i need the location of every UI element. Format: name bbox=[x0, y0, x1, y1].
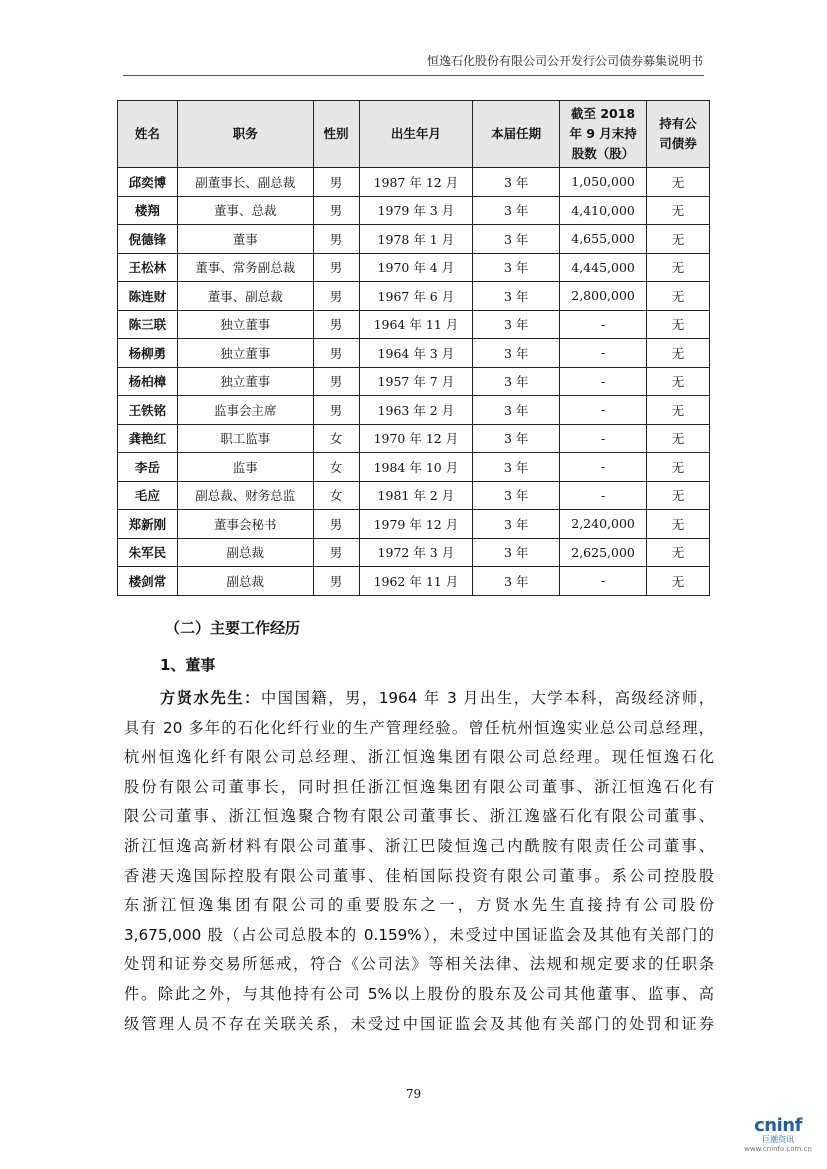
header-term: 本届任期 bbox=[473, 101, 560, 168]
table-cell: 1979 年 12 月 bbox=[359, 510, 473, 539]
table-cell: 1957 年 7 月 bbox=[359, 367, 473, 396]
directors-table bbox=[117, 100, 710, 596]
bio-line: 件。除此之外，与其他持有公司 5%以上股份的股东及公司其他董事、监事、高 bbox=[124, 984, 714, 1003]
bio-line-0-text: 中国国籍，男，1964 年 3 月出生，大学本科，高级经济师， bbox=[260, 689, 715, 707]
table-cell: 1964 年 3 月 bbox=[359, 339, 473, 368]
table-row bbox=[118, 453, 710, 482]
table-cell: 董事 bbox=[177, 225, 313, 254]
header-shares bbox=[560, 101, 647, 168]
table-cell: 毛应 bbox=[118, 481, 178, 510]
table-cell: 3 年 bbox=[473, 567, 560, 596]
table-cell: 无 bbox=[647, 510, 710, 539]
table-cell: 4,445,000 bbox=[560, 253, 647, 282]
table-cell: 女 bbox=[313, 453, 359, 482]
table-cell: 独立董事 bbox=[177, 310, 313, 339]
bio-line: 具有 20 多年的石化化纤行业的生产管理经验。曾任杭州恒逸实业总公司总经理， bbox=[124, 718, 714, 737]
header-bonds bbox=[647, 101, 710, 168]
table-cell: 3 年 bbox=[473, 253, 560, 282]
table-cell: 无 bbox=[647, 168, 710, 197]
table-cell: 监事 bbox=[177, 453, 313, 482]
bio-line: 浙江恒逸高新材料有限公司董事、浙江巴陵恒逸己内酰胺有限责任公司董事、 bbox=[124, 836, 714, 855]
cninfo-logo-cn: 巨潮资讯 bbox=[762, 1135, 794, 1144]
table-cell: 1981 年 2 月 bbox=[359, 481, 473, 510]
table-row bbox=[118, 567, 710, 596]
table-cell: 倪德锋 bbox=[118, 225, 178, 254]
table-row bbox=[118, 339, 710, 368]
table-cell: 1987 年 12 月 bbox=[359, 168, 473, 197]
table-cell: 1967 年 6 月 bbox=[359, 282, 473, 311]
table-cell: 2,240,000 bbox=[560, 510, 647, 539]
table-cell: 2,800,000 bbox=[560, 282, 647, 311]
table-cell: 1978 年 1 月 bbox=[359, 225, 473, 254]
table-row bbox=[118, 510, 710, 539]
table-cell: 楼翔 bbox=[118, 196, 178, 225]
table-cell: 杨柳勇 bbox=[118, 339, 178, 368]
table-cell: 1962 年 11 月 bbox=[359, 567, 473, 596]
table-cell: 1963 年 2 月 bbox=[359, 396, 473, 425]
bio-line: 杭州恒逸化纤有限公司总经理、浙江恒逸集团有限公司总经理。现任恒逸石化 bbox=[124, 748, 714, 767]
table-cell: 无 bbox=[647, 567, 710, 596]
sub-heading: 1、董事 bbox=[160, 656, 216, 674]
table-cell: 男 bbox=[313, 367, 359, 396]
table-header-row bbox=[118, 101, 710, 168]
bio-line: 东浙江恒逸集团有限公司的重要股东之一，方贤水先生直接持有公司股份 bbox=[124, 896, 714, 915]
table-cell: 1970 年 12 月 bbox=[359, 424, 473, 453]
table-cell: 1970 年 4 月 bbox=[359, 253, 473, 282]
table-cell: - bbox=[560, 310, 647, 339]
table-cell: 无 bbox=[647, 367, 710, 396]
header-gender: 性别 bbox=[313, 101, 359, 168]
table-cell: 2,625,000 bbox=[560, 538, 647, 567]
table-row bbox=[118, 225, 710, 254]
table-cell: 邱奕博 bbox=[118, 168, 178, 197]
table-cell: 3 年 bbox=[473, 510, 560, 539]
table-cell: 无 bbox=[647, 253, 710, 282]
bio-line-0 bbox=[124, 684, 714, 714]
table-cell: 副总裁 bbox=[177, 538, 313, 567]
table-cell: 4,410,000 bbox=[560, 196, 647, 225]
table-cell: 无 bbox=[647, 453, 710, 482]
table-cell: 独立董事 bbox=[177, 339, 313, 368]
table-row bbox=[118, 168, 710, 197]
table-cell: 男 bbox=[313, 282, 359, 311]
table-cell: 3 年 bbox=[473, 538, 560, 567]
table-cell: 3 年 bbox=[473, 225, 560, 254]
table-cell: 董事、总裁 bbox=[177, 196, 313, 225]
table-cell: 无 bbox=[647, 424, 710, 453]
cninfo-logo: cninf bbox=[754, 1115, 802, 1136]
table-row bbox=[118, 282, 710, 311]
table-cell: 女 bbox=[313, 481, 359, 510]
table-cell: - bbox=[560, 567, 647, 596]
table-cell: 男 bbox=[313, 225, 359, 254]
table-cell: 无 bbox=[647, 339, 710, 368]
table-cell: 副总裁 bbox=[177, 567, 313, 596]
table-cell: 1979 年 3 月 bbox=[359, 196, 473, 225]
bio-line: 限公司董事、浙江恒逸聚合物有限公司董事长、浙江逸盛石化有限公司董事、 bbox=[124, 807, 714, 826]
header-name: 姓名 bbox=[118, 101, 178, 168]
table-cell: 男 bbox=[313, 510, 359, 539]
table-cell: 监事会主席 bbox=[177, 396, 313, 425]
director-bio bbox=[124, 684, 714, 1039]
table-cell: 男 bbox=[313, 567, 359, 596]
table-cell: 李岳 bbox=[118, 453, 178, 482]
table-cell: 1972 年 3 月 bbox=[359, 538, 473, 567]
section-heading: （二）主要工作经历 bbox=[165, 619, 301, 637]
table-cell: 3 年 bbox=[473, 396, 560, 425]
table-row bbox=[118, 481, 710, 510]
table-row bbox=[118, 396, 710, 425]
table-cell: 无 bbox=[647, 225, 710, 254]
bio-line: 香港天逸国际控股有限公司董事、佳栢国际投资有限公司董事。系公司控股股 bbox=[124, 866, 714, 885]
table-cell: 3 年 bbox=[473, 282, 560, 311]
document-header-title: 恒逸石化股份有限公司公开发行公司债券募集说明书 bbox=[426, 54, 703, 68]
table-cell: 无 bbox=[647, 196, 710, 225]
table-cell: 女 bbox=[313, 424, 359, 453]
table-cell: 王铁铭 bbox=[118, 396, 178, 425]
table-cell: 3 年 bbox=[473, 481, 560, 510]
table-cell: 1,050,000 bbox=[560, 168, 647, 197]
header-divider bbox=[123, 75, 704, 76]
table-cell: - bbox=[560, 453, 647, 482]
table-row bbox=[118, 253, 710, 282]
table-cell: - bbox=[560, 424, 647, 453]
header-shares-text: 截至 2018 年 9 月末持股数（股） bbox=[569, 106, 637, 161]
table-cell: 3 年 bbox=[473, 453, 560, 482]
bio-line: 级管理人员不存在关联关系，未受过中国证监会及其他有关部门的处罚和证券 bbox=[124, 1014, 714, 1033]
table-cell: 杨柏樟 bbox=[118, 367, 178, 396]
bio-line: 股份有限公司董事长，同时担任浙江恒逸集团有限公司董事、浙江恒逸石化有 bbox=[124, 777, 714, 796]
table-cell: - bbox=[560, 367, 647, 396]
table-cell: - bbox=[560, 481, 647, 510]
table-cell: 男 bbox=[313, 339, 359, 368]
table-cell: 陈连财 bbox=[118, 282, 178, 311]
table-cell: 董事会秘书 bbox=[177, 510, 313, 539]
table-row bbox=[118, 538, 710, 567]
table-cell: 无 bbox=[647, 396, 710, 425]
bio-line: 处罚和证券交易所惩戒，符合《公司法》等相关法律、法规和规定要求的任职条 bbox=[124, 955, 714, 974]
table-cell: 3 年 bbox=[473, 424, 560, 453]
page-number: 79 bbox=[405, 1087, 422, 1101]
table-cell: 职工监事 bbox=[177, 424, 313, 453]
table-cell: 3 年 bbox=[473, 196, 560, 225]
table-cell: 朱军民 bbox=[118, 538, 178, 567]
table-cell: 无 bbox=[647, 538, 710, 567]
table-cell: 副总裁、财务总监 bbox=[177, 481, 313, 510]
table-cell: 男 bbox=[313, 310, 359, 339]
cninfo-watermark bbox=[743, 1117, 813, 1154]
table-row bbox=[118, 367, 710, 396]
table-cell: 楼剑常 bbox=[118, 567, 178, 596]
table-cell: - bbox=[560, 396, 647, 425]
header-bonds-text: 持有公司债券 bbox=[659, 116, 697, 151]
table-cell: 男 bbox=[313, 396, 359, 425]
table-cell: 王松林 bbox=[118, 253, 178, 282]
bio-line: 3,675,000 股（占公司总股本的 0.159%），未受过中国证监会及其他有关部门的 bbox=[124, 925, 714, 944]
table-cell: 董事、常务副总裁 bbox=[177, 253, 313, 282]
table-row bbox=[118, 196, 710, 225]
table-cell: 3 年 bbox=[473, 310, 560, 339]
header-birth: 出生年月 bbox=[359, 101, 473, 168]
cninfo-url: www.cninfo.com.cn bbox=[744, 1145, 812, 1153]
table-cell: 男 bbox=[313, 253, 359, 282]
bio-person-name: 方贤水先生： bbox=[160, 689, 261, 707]
table-cell: 无 bbox=[647, 481, 710, 510]
table-cell: 1984 年 10 月 bbox=[359, 453, 473, 482]
table-cell: 龚艳红 bbox=[118, 424, 178, 453]
table-cell: 董事、副总裁 bbox=[177, 282, 313, 311]
table-cell: 陈三联 bbox=[118, 310, 178, 339]
table-cell: 独立董事 bbox=[177, 367, 313, 396]
table-cell: 3 年 bbox=[473, 339, 560, 368]
table-cell: 1964 年 11 月 bbox=[359, 310, 473, 339]
table-cell: 4,655,000 bbox=[560, 225, 647, 254]
table-cell: 郑新刚 bbox=[118, 510, 178, 539]
table-cell: 副董事长、副总裁 bbox=[177, 168, 313, 197]
table-row bbox=[118, 310, 710, 339]
table-cell: 男 bbox=[313, 196, 359, 225]
table-cell: 3 年 bbox=[473, 168, 560, 197]
table-cell: 无 bbox=[647, 310, 710, 339]
table-cell: 男 bbox=[313, 168, 359, 197]
table-row bbox=[118, 424, 710, 453]
table-cell: 无 bbox=[647, 282, 710, 311]
table-cell: - bbox=[560, 339, 647, 368]
header-position: 职务 bbox=[177, 101, 313, 168]
table-cell: 3 年 bbox=[473, 367, 560, 396]
table-cell: 男 bbox=[313, 538, 359, 567]
